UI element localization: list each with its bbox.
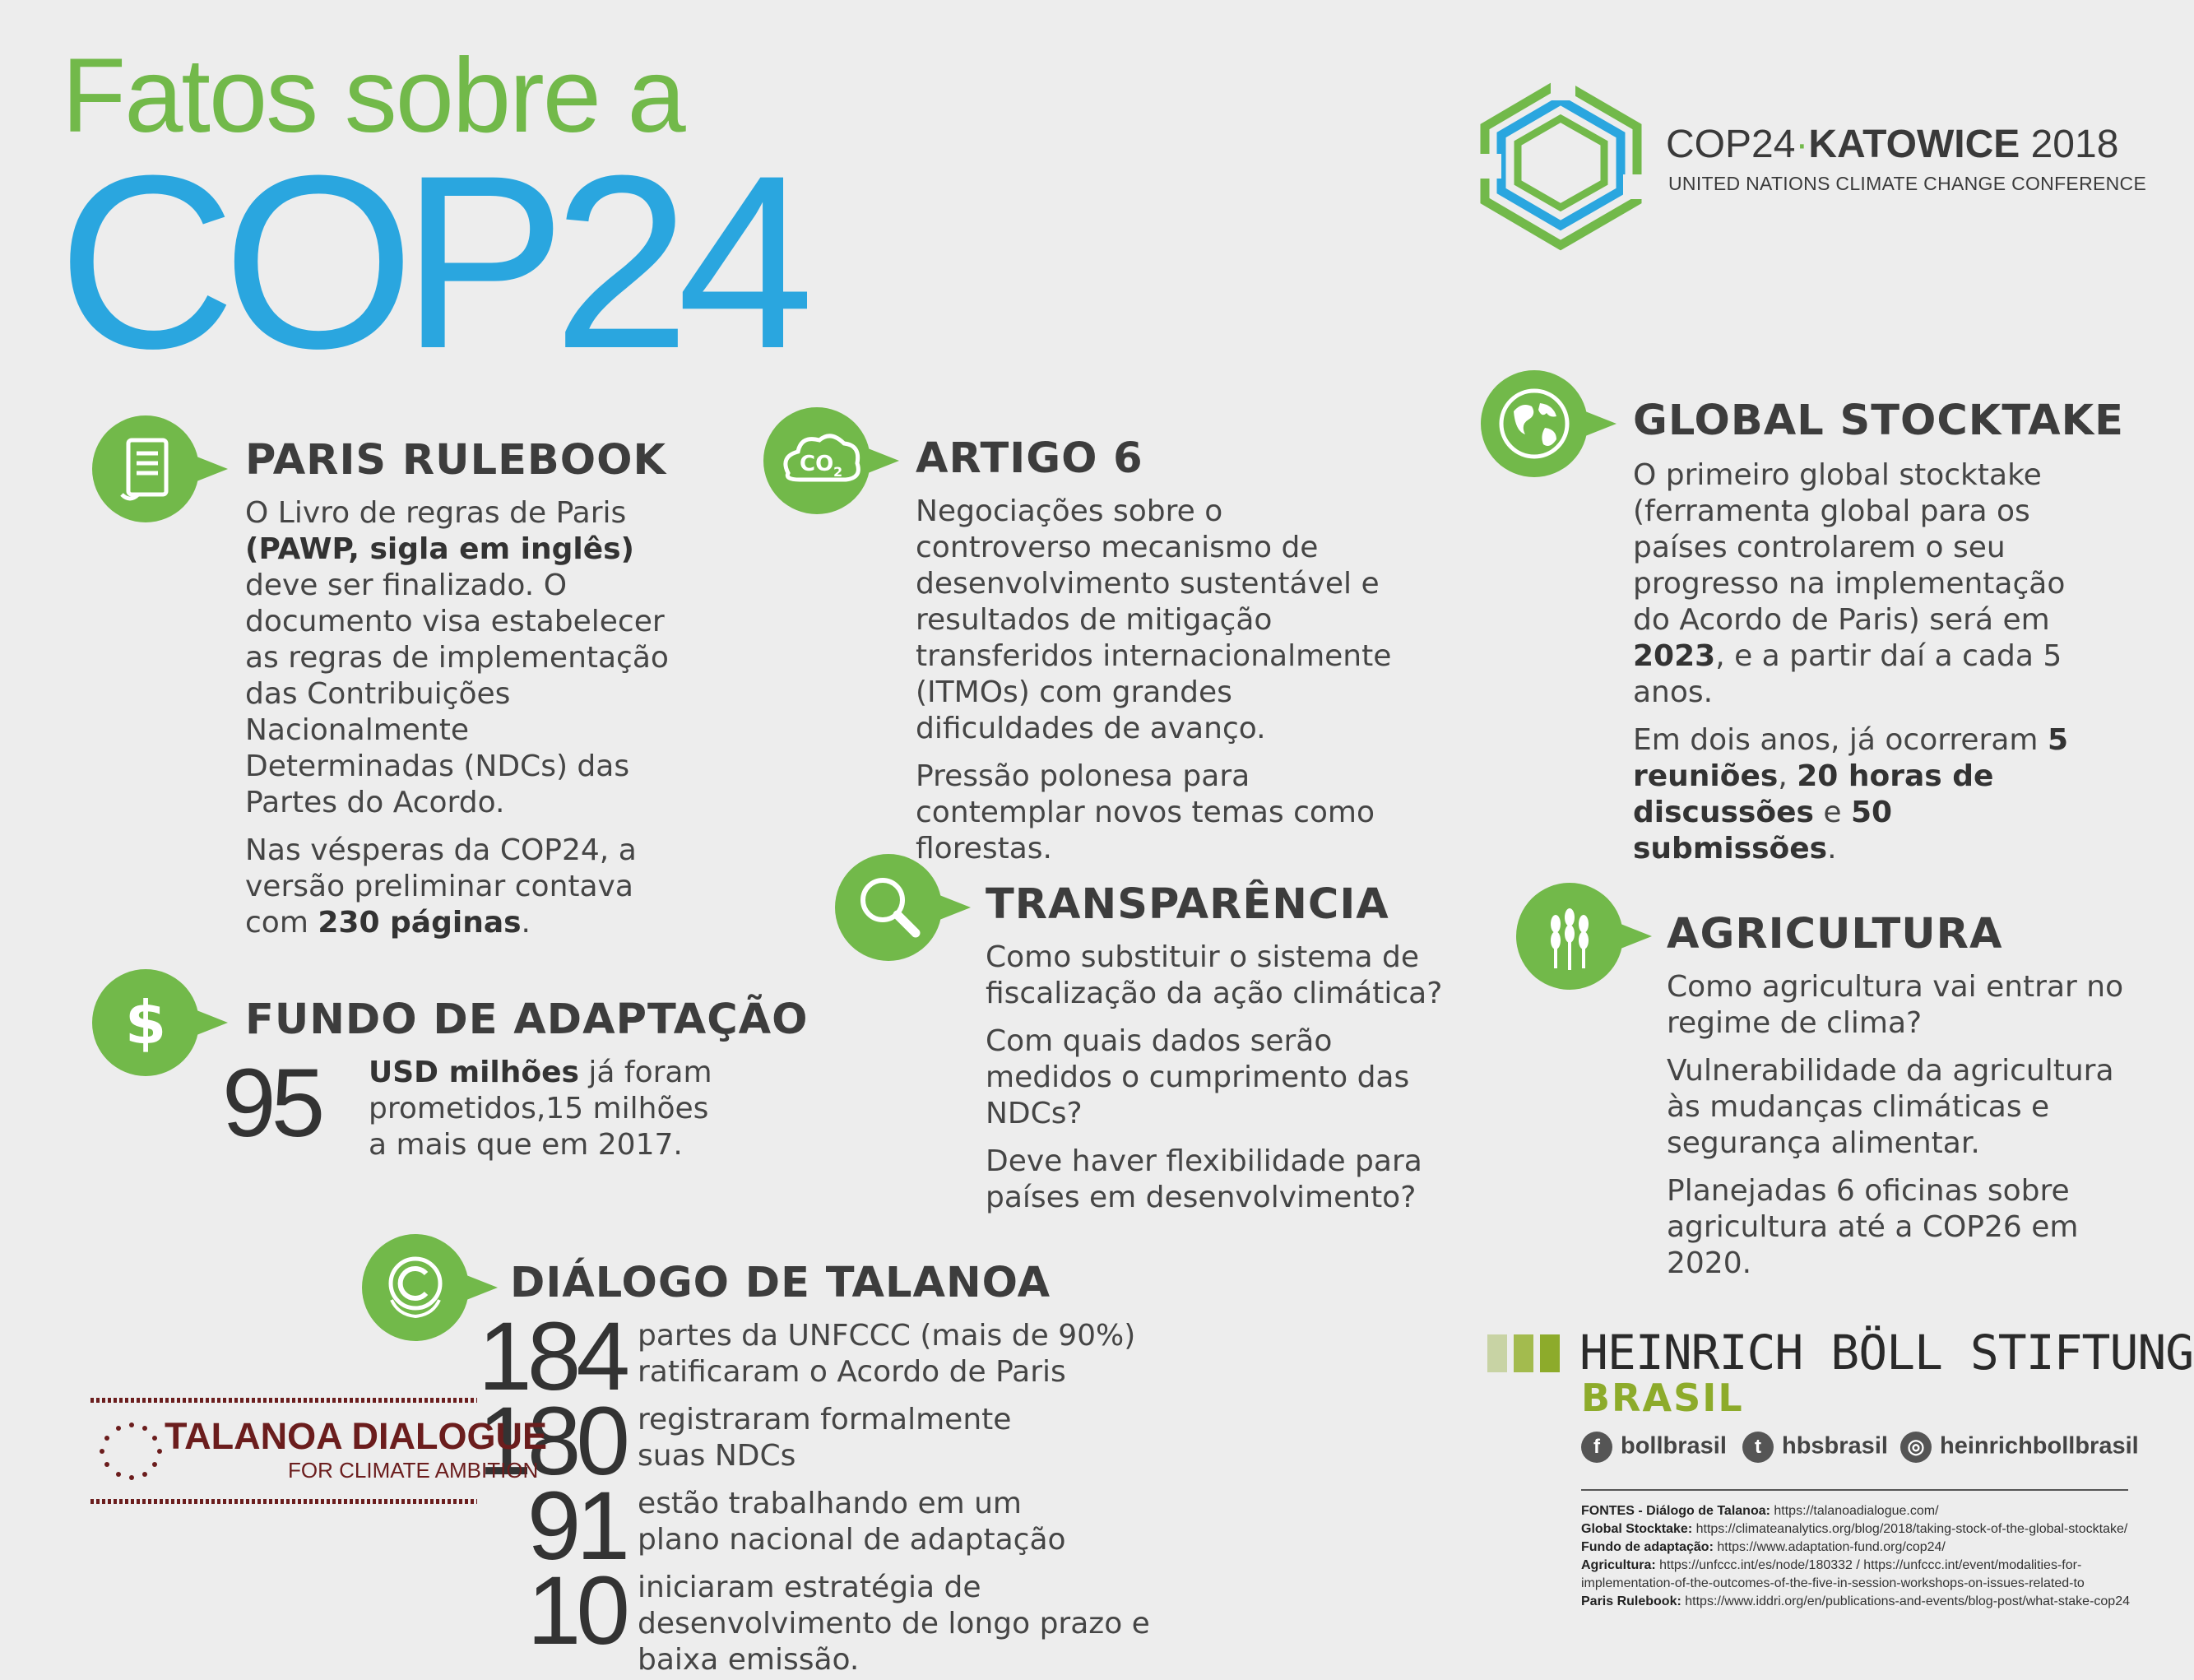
talanoa-logo-subtitle: FOR CLIMATE AMBITION <box>288 1458 539 1483</box>
cop24-hexagon-logo-icon <box>1477 76 1645 253</box>
section-title-fundo-de-adaptacao: FUNDO DE ADAPTAÇÃO <box>245 995 809 1044</box>
talanoa-stat-number: 10 <box>526 1557 625 1665</box>
transparencia-paragraph-3: Deve haver flexibilidade para países em desenvolvimento? <box>986 1144 1422 1214</box>
agricultura-paragraph-3: Planejadas 6 oficinas sobre agricultura até a COP26 em 2020. <box>1667 1174 2079 1280</box>
cop24-logo-subtitle: UNITED NATIONS CLIMATE CHANGE CONFERENCE <box>1668 173 2147 194</box>
global-paragraph-1: O primeiro global stocktake (ferramenta global para os países controlarem o seu progresso na implementação do Acordo de Paris) será em 2023, e a partir daí a cada 5 anos. <box>1633 458 2066 709</box>
boell-bars-logo-icon <box>1487 1334 1561 1372</box>
magnifier-icon <box>835 854 975 961</box>
global-paragraph-2: Em dois anos, já ocorreram 5 reuniões, 20 horas de discussões e 50 submissões. <box>1633 723 2068 866</box>
agricultura-paragraph-1: Como agricultura vai entrar no regime de clima? <box>1667 970 2124 1040</box>
fundo-number: 95 <box>222 1049 321 1158</box>
boell-foundation-country: BRASIL <box>1581 1376 1744 1420</box>
co2-cloud-icon <box>763 407 903 514</box>
source-item: FONTES - Diálogo de Talanoa: https://talanoadialogue.com/ <box>1581 1504 1939 1518</box>
talanoa-stat-number: 91 <box>526 1472 625 1580</box>
paris-paragraph-1: O Livro de regras de Paris (PAWP, sigla em inglês) deve ser finalizado. O documento visa estabelecer as regras de implementação das Contribuições Nacionalmente Determinadas (NDCs) das Partes do Acordo. <box>245 496 669 819</box>
wheat-icon <box>1516 883 1656 990</box>
instagram-icon: ◎ <box>1900 1432 1932 1463</box>
source-item: Global Stocktake: https://climateanalytics.org/blog/2018/taking-stock-of-the-global-stocktake/ <box>1581 1522 2128 1536</box>
transparencia-paragraph-2: Com quais dados serão medidos o cumprimento das NDCs? <box>986 1024 1410 1130</box>
section-title-paris-rulebook: PARIS RULEBOOK <box>245 436 667 485</box>
talanoa-stat-number: 180 <box>478 1387 625 1496</box>
fundo-body: USD milhões já foram prometidos,15 milhões a mais que em 2017. <box>369 1056 712 1162</box>
facebook-icon: f <box>1581 1432 1612 1463</box>
scroll-document-icon <box>92 415 232 522</box>
boell-foundation-name: HEINRICH BÖLL STIFTUNG <box>1579 1325 2194 1381</box>
divider <box>1581 1489 2128 1491</box>
source-item: Fundo de adaptação: https://www.adaptation-fund.org/cop24/ <box>1581 1540 1946 1554</box>
twitter-icon: t <box>1742 1432 1774 1463</box>
section-title-transparencia: TRANSPARÊNCIA <box>986 880 1389 929</box>
transparencia-paragraph-1: Como substituir o sistema de fiscalização da ação climática? <box>986 940 1443 1010</box>
talanoa-stat-text: partes da UNFCCC (mais de 90%) ratificaram o Acordo de Paris <box>638 1319 1136 1389</box>
section-title-artigo-6: ARTIGO 6 <box>916 434 1143 483</box>
talanoa-logo-title: TALANOA DIALOGUE <box>165 1415 547 1457</box>
section-title-agricultura: AGRICULTURA <box>1667 910 2003 958</box>
source-item: Paris Rulebook: https://www.iddri.org/en/publications-and-events/blog-post/what-stake-cop24 <box>1581 1594 2130 1608</box>
social-facebook[interactable]: f bollbrasil <box>1581 1432 1727 1463</box>
globe-icon <box>1481 370 1621 477</box>
transparencia-body <box>986 940 1463 1228</box>
source-item: Agricultura: https://unfccc.int/es/node/180332 / https://unfccc.int/event/modalities-for- <box>1581 1558 2082 1572</box>
agricultura-paragraph-2: Vulnerabilidade da agricultura às mudanças climáticas e segurança alimentar. <box>1667 1054 2114 1160</box>
talanoa-stat-text: estão trabalhando em um plano nacional de adaptação <box>638 1487 1066 1557</box>
agricultura-body <box>1667 969 2144 1293</box>
dollar-icon <box>92 969 232 1076</box>
artigo-paragraph-2: Pressão polonesa para contemplar novos temas como florestas. <box>916 759 1375 866</box>
artigo-paragraph-1: Negociações sobre o controverso mecanismo de desenvolvimento sustentável e resultados de mitigação transferidos internacionalmente (ITMOs) com grandes dificuldades de avanço. <box>916 494 1392 745</box>
paris-paragraph-2: Nas vésperas da COP24, a versão preliminar contava com 230 páginas. <box>245 833 637 940</box>
svg-text:2: 2 <box>833 464 843 480</box>
page-title: COP24 <box>58 123 801 400</box>
global-stocktake-body <box>1633 457 2094 879</box>
source-item: implementation-of-the-outcomes-of-the-five-in-session-workshops-on-issues-related-to <box>1581 1576 2085 1590</box>
talanoa-stat-text: registraram formalmente suas NDCs <box>638 1403 1012 1473</box>
artigo-6-body <box>916 494 1393 879</box>
talanoa-stat-text: iniciaram estratégia de desenvolvimento de longo prazo e baixa emissão. <box>638 1571 1150 1677</box>
svg-text:$: $ <box>124 988 167 1057</box>
talanoa-stat-number: 184 <box>478 1302 625 1411</box>
page-subtitle: Fatos sobre a <box>62 37 684 155</box>
social-instagram[interactable]: ◎ heinrichbollbrasil <box>1900 1432 2139 1463</box>
paris-rulebook-body <box>245 495 673 953</box>
social-twitter[interactable]: t hbsbrasil <box>1742 1432 1888 1463</box>
sources-list <box>1581 1502 2132 1611</box>
section-title-global-stocktake: GLOBAL STOCKTAKE <box>1633 397 2124 445</box>
cop24-logo-text: COP24·KATOWICE 2018 <box>1666 123 2119 166</box>
svg-text:CO: CO <box>800 452 834 476</box>
section-title-dialogo-de-talanoa: DIÁLOGO DE TALANOA <box>510 1259 1051 1307</box>
